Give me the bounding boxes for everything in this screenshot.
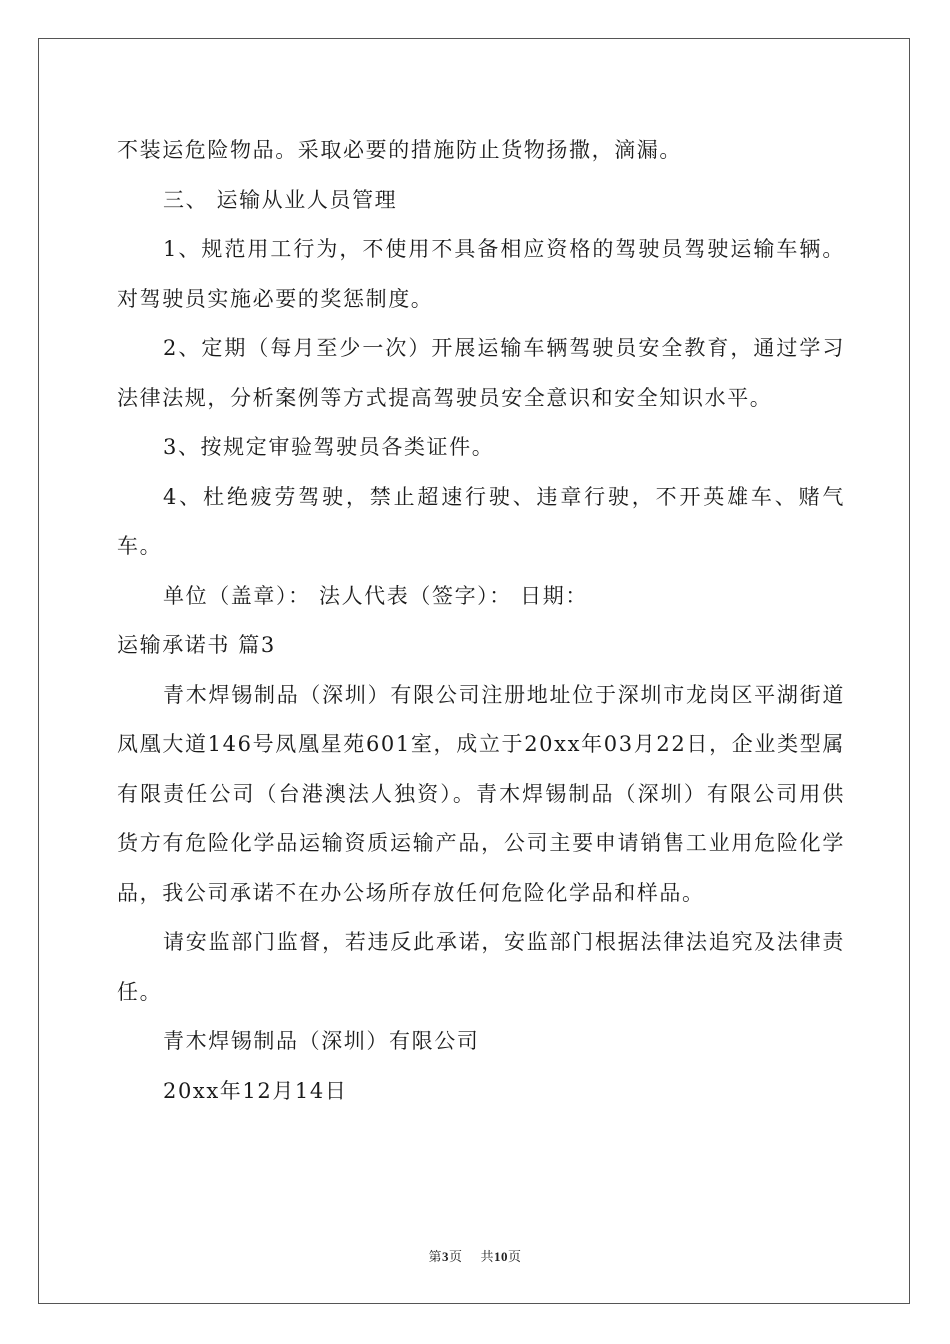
- article-heading: 运输承诺书 篇3: [117, 633, 276, 657]
- document-body: [117, 126, 845, 1116]
- footer-total-prefix: 共: [480, 1249, 495, 1264]
- footer-total-pages: 10: [494, 1249, 509, 1264]
- paragraph-item-1: 1、规范用工行为，不使用不具备相应资格的驾驶员驾驶运输车辆。对驾驶员实施必要的奖惩制度。: [117, 237, 845, 311]
- page-footer: [0, 1246, 950, 1265]
- footer-total-suffix: 页: [508, 1249, 522, 1264]
- paragraph-item-2: 2、定期（每月至少一次）开展运输车辆驾驶员安全教育，通过学习法律法规，分析案例等方式提高驾驶员安全意识和安全知识水平。: [117, 336, 845, 410]
- section-heading-staff-management: 三、 运输从业人员管理: [163, 187, 398, 212]
- footer-page-number: 3: [441, 1249, 449, 1264]
- signature-line: 单位（盖章）： 法人代表（签字）： 日期：: [163, 583, 588, 608]
- document-date: 20xx年12月14日: [163, 1078, 348, 1103]
- paragraph-supervision-request: 请安监部门监督，若违反此承诺，安监部门根据法律法追究及法律责任。: [117, 930, 845, 1004]
- paragraph-company-statement: 青木焊锡制品（深圳）有限公司注册地址位于深圳市龙岗区平湖街道凤凰大道146号凤凰星苑601室，成立于20xx年03月22日，企业类型属有限责任公司（台港澳法人独资）。青木焊锡制品（深圳）有限公司用供货方有危险化学品运输资质运输产品，公司主要申请销售工业用危险化学品，我公司承诺不在办公场所存放任何危险化学品和样品。: [117, 682, 845, 905]
- footer-page-suffix: 页: [448, 1249, 463, 1264]
- footer-prefix: 第: [428, 1249, 442, 1264]
- paragraph-item-4: 4、杜绝疲劳驾驶，禁止超速行驶、违章行驶，不开英雄车、赌气车。: [117, 484, 845, 558]
- paragraph-continuation: 不装运危险物品。采取必要的措施防止货物扬撒，滴漏。: [117, 138, 682, 162]
- paragraph-item-3: 3、按规定审验驾驶员各类证件。: [163, 435, 495, 459]
- company-name-signature: 青木焊锡制品（深圳）有限公司: [163, 1029, 480, 1053]
